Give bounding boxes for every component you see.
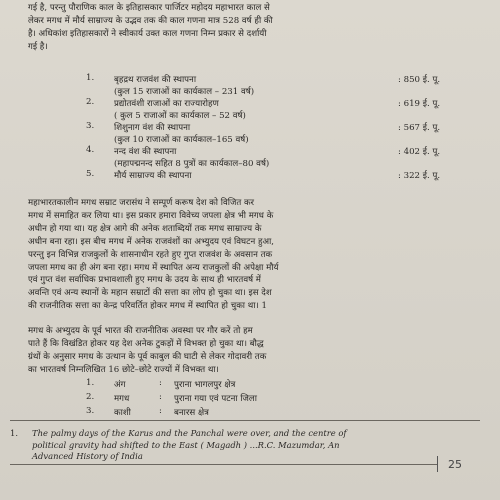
dynasty-detail: ( कुल 5 राजाओं का कार्यकाल – 52 वर्ष) bbox=[114, 111, 246, 121]
footnote-number: 1. bbox=[10, 428, 18, 438]
state-name: मगध bbox=[114, 394, 130, 404]
dynasty-date: : 619 ई. पू. bbox=[398, 99, 441, 109]
text-line: गई है। bbox=[28, 41, 48, 52]
text-line: अवन्ति एवं अन्य स्थानों के महान सम्राटों की सत्ता का लोप हो चुका था। इस देश bbox=[28, 288, 272, 299]
text-line: का भारतवर्ष निम्नलिखित 16 छोटे–छोटे राज्यों में विभक्त था। bbox=[28, 364, 219, 375]
footnote-line: Advanced History of India bbox=[32, 451, 143, 461]
dynasty-number: 2. bbox=[86, 97, 95, 107]
dynasty-number: 5. bbox=[86, 169, 95, 179]
dynasty-list-item bbox=[28, 145, 480, 169]
page-number-divider bbox=[437, 456, 438, 472]
dynasty-list-item bbox=[28, 169, 480, 193]
text-line: पाते हैं कि विखंडित होकर यह देश अनेक टुकड़ों में विभक्त हो चुका था। बौद्ध bbox=[28, 338, 264, 349]
dynasty-date: : 322 ई. पू. bbox=[398, 171, 441, 181]
footnote bbox=[10, 428, 480, 463]
pre-magadh-paragraph bbox=[28, 325, 480, 377]
page-number: 25 bbox=[448, 458, 462, 471]
dynasty-detail: (कुल 15 राजाओं का कार्यकाल – 231 वर्ष) bbox=[114, 87, 255, 97]
dynasty-title: बृहद्रथ राजवंश की स्थापना bbox=[114, 75, 197, 85]
dynasty-date: : 567 ई. पू. bbox=[398, 123, 441, 133]
state-region: पुराना भागलपुर क्षेत्र bbox=[174, 380, 236, 390]
state-separator: : bbox=[159, 378, 162, 388]
text-line: जपला मगध का ही अंग बना रहा। मगध में स्थापित अन्य राजकुलों की अपेक्षा मौर्य bbox=[28, 262, 279, 273]
dynasty-detail: (कुल 10 राजाओं का कार्यकाल–165 वर्ष) bbox=[114, 135, 249, 145]
dynasty-title: नन्द वंश की स्थापना bbox=[114, 147, 177, 157]
footnote-line: The palmy days of the Karus and the Panchal were over, and the centre of bbox=[32, 428, 347, 438]
text-line: गई है, परन्तु पौराणिक काल के इतिहासकार पार्जिटर महोदय महाभारत काल से bbox=[28, 3, 270, 13]
dynasty-number: 3. bbox=[86, 121, 95, 131]
state-list-item bbox=[28, 406, 480, 419]
dynasty-title: प्रद्योतवंशी राजाओं का राज्यारोहण bbox=[114, 99, 219, 109]
text-line: एवं गुप्त वंश सर्वाधिक प्रभावशाली हुए मगध के उदय के साथ ही भारतवर्ष में bbox=[28, 275, 261, 286]
text-line: मगध में समाहित कर लिया था। इस प्रकार हमारा विवेच्य जपला क्षेत्र भी मगध के bbox=[28, 210, 274, 221]
state-separator: : bbox=[159, 406, 162, 416]
state-number: 1. bbox=[86, 378, 95, 388]
dynasty-detail: (महापद्मनन्द सहित 8 पुत्रों का कार्यकाल–80 वर्ष) bbox=[114, 159, 270, 169]
text-line: मगध के अभ्युदय के पूर्व भारत की राजनीतिक अवस्था पर गौर करें तो हम bbox=[28, 326, 253, 336]
magadh-paragraph bbox=[28, 197, 480, 313]
state-separator: : bbox=[159, 392, 162, 402]
text-line: अधीन बना रहा। इस बीच मगध में अनेक राजवंशों का अभ्युदय एवं विघटन हुआ, bbox=[28, 236, 275, 247]
text-line: परन्तु इन विभिन्न राजकुलों के शासनाधीन रहते हुए गुप्त राजवंश के अवसान तक bbox=[28, 249, 273, 260]
text-line: महाभारतकालीन मगध सम्राट जरासंध ने सम्पूर्ण करूष देश को विजित कर bbox=[28, 198, 255, 208]
dynasty-list-item bbox=[28, 97, 480, 121]
dynasty-title: मौर्य साम्राज्य की स्थापना bbox=[114, 171, 192, 181]
state-number: 2. bbox=[86, 392, 95, 402]
dynasty-list-item bbox=[28, 121, 480, 145]
text-line: की राजनीतिक सत्ता का केन्द्र परिवर्तित होकर मगध में स्थापित हो चुका था। 1 bbox=[28, 301, 267, 312]
state-name: अंग bbox=[114, 380, 126, 390]
intro-paragraph bbox=[28, 2, 480, 54]
footnote-divider bbox=[10, 420, 480, 421]
state-name: काशी bbox=[114, 408, 131, 418]
state-list-item bbox=[28, 378, 480, 391]
dynasty-list-item bbox=[28, 73, 480, 97]
text-line: लेकर मगध में मौर्य साम्राज्य के उद्भव तक की काल गणना मात्र 528 वर्ष ही की bbox=[28, 15, 273, 26]
state-list-item bbox=[28, 392, 480, 405]
text-line: अधीन हो गया था। यह क्षेत्र आगे की अनेक शताब्दियों तक मगध साम्राज्य के bbox=[28, 223, 262, 234]
dynasty-number: 4. bbox=[86, 145, 95, 155]
dynasty-number: 1. bbox=[86, 73, 95, 83]
dynasty-date: : 402 ई. पू. bbox=[398, 147, 441, 157]
footnote-line: political gravity had shifted to the East ( Magadh ) ...R.C. Mazumdar, An bbox=[32, 439, 340, 450]
text-line: है। अधिकांश इतिहासकारों ने स्वीकार्य उक्त काल गणना निम्न प्रकार से दर्शायी bbox=[28, 28, 267, 39]
dynasty-date: : 850 ई. पू. bbox=[398, 75, 441, 85]
state-number: 3. bbox=[86, 406, 95, 416]
state-region: बनारस क्षेत्र bbox=[174, 408, 209, 418]
page-bottom-rule bbox=[10, 464, 437, 465]
dynasty-title: शिशुनाग वंश की स्थापना bbox=[114, 123, 191, 133]
state-region: पुराना गया एवं पटना जिला bbox=[174, 394, 257, 404]
text-line: ग्रंथों के अनुसार मगध के उत्थान के पूर्व काबुल की घाटी से लेकर गोदावरी तक bbox=[28, 351, 267, 362]
